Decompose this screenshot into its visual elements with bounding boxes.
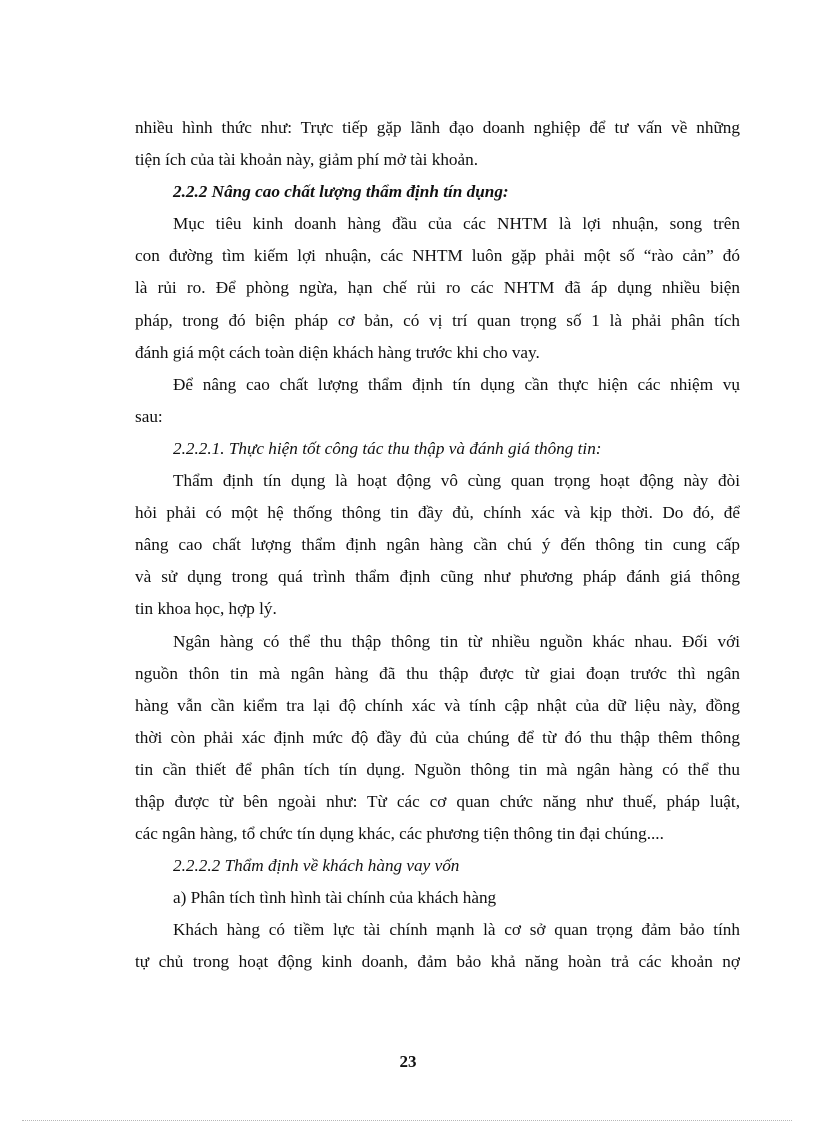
paragraph-line: Thẩm định tín dụng là hoạt động vô cùng quan trọng hoạt động này đòi xyxy=(173,471,740,491)
paragraph-line: Để nâng cao chất lượng thẩm định tín dụng cần thực hiện các nhiệm vụ xyxy=(173,374,740,394)
paragraph-line: đánh giá một cách toàn diện khách hàng trước khi cho vay. xyxy=(135,342,540,362)
subsection-heading: 2.2.2.1. Thực hiện tốt công tác thu thập và đánh giá thông tin: xyxy=(173,438,602,458)
paragraph-line: tiện ích của tài khoản này, giảm phí mở tài khoản. xyxy=(135,150,479,170)
paragraph-line: hỏi phải có một hệ thống thông tin đầy đủ, chính xác và kịp thời. Do đó, để xyxy=(135,503,740,523)
paragraph-line: hàng vẫn cần kiểm tra lại độ chính xác và tính cập nhật của dữ liệu này, đồng xyxy=(135,695,740,715)
paragraph-line: thời còn phải xác định mức độ đầy đủ của chúng để từ đó thu thập thêm thông xyxy=(135,727,740,747)
list-item-heading: a) Phân tích tình hình tài chính của khách hàng xyxy=(173,888,497,908)
paragraph-line: các ngân hàng, tổ chức tín dụng khác, các phương tiện thông tin đại chúng.... xyxy=(135,824,664,844)
paragraph-line: sau: xyxy=(135,406,163,426)
body-text xyxy=(135,112,740,979)
paragraph-line: và sử dụng trong quá trình thẩm định cũng như phương pháp đánh giá thông xyxy=(135,567,740,587)
paragraph-line: Khách hàng có tiềm lực tài chính mạnh là cơ sở quan trọng đảm bảo tính xyxy=(173,920,740,940)
paragraph-line: tin khoa học, hợp lý. xyxy=(135,599,277,619)
paragraph-line: tự chủ trong hoạt động kinh doanh, đảm bảo khả năng hoàn trả các khoản nợ xyxy=(135,952,740,972)
paragraph-line: nguồn thôn tin mà ngân hàng đã thu thập được từ giai đoạn trước thì ngân xyxy=(135,663,740,683)
paragraph-line: Ngân hàng có thể thu thập thông tin từ nhiều nguồn khác nhau. Đối với xyxy=(173,631,740,651)
paragraph-line: tin cần thiết để phân tích tín dụng. Nguồn thông tin mà ngân hàng có thể thu xyxy=(135,759,740,779)
page-bottom-divider xyxy=(22,1120,792,1121)
paragraph-line: là rủi ro. Để phòng ngừa, hạn chế rủi ro các NHTM đã áp dụng nhiều biện xyxy=(135,278,740,298)
page-number: 23 xyxy=(399,1052,417,1071)
paragraph-line: pháp, trong đó biện pháp cơ bản, có vị trí quan trọng số 1 là phải phân tích xyxy=(135,310,740,330)
paragraph-line: nhiều hình thức như: Trực tiếp gặp lãnh đạo doanh nghiệp để tư vấn về những xyxy=(135,118,740,137)
paragraph-line: thập được từ bên ngoài như: Từ các cơ quan chức năng như thuế, pháp luật, xyxy=(135,791,740,811)
paragraph-line: Mục tiêu kinh doanh hàng đầu của các NHTM là lợi nhuận, song trên xyxy=(173,214,740,234)
section-heading: 2.2.2 Nâng cao chất lượng thẩm định tín dụng: xyxy=(173,182,509,202)
paragraph-line: con đường tìm kiếm lợi nhuận, các NHTM luôn gặp phải một số “rào cản” đó xyxy=(135,246,740,266)
subsection-heading: 2.2.2.2 Thẩm định về khách hàng vay vốn xyxy=(173,856,460,876)
paragraph-line: nâng cao chất lượng thẩm định ngân hàng cần chú ý đến thông tin cung cấp xyxy=(135,535,740,555)
